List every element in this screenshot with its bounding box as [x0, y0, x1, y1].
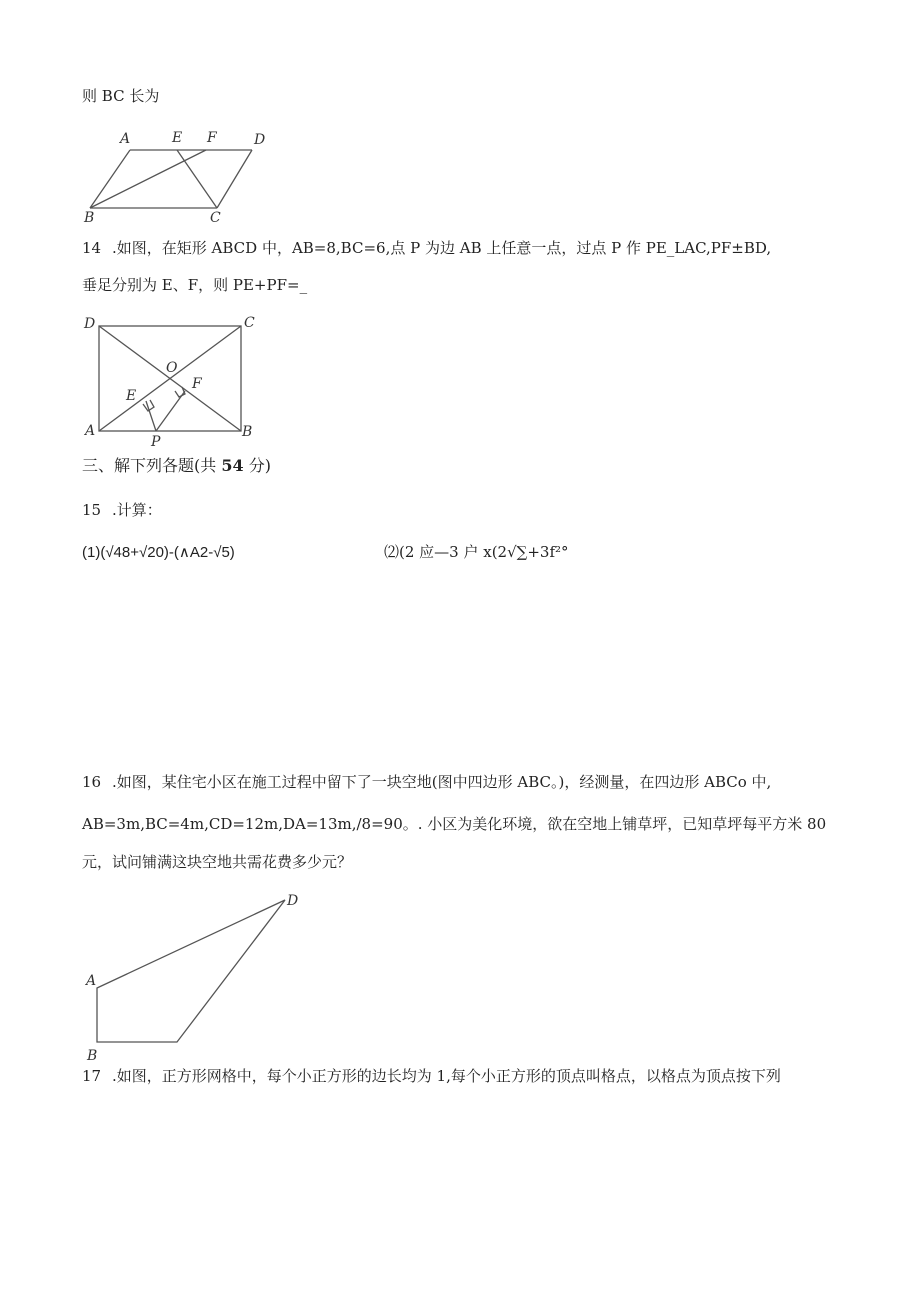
- q14-number: 14: [82, 239, 102, 257]
- fig13-label-e: E: [172, 130, 183, 146]
- q13-text: 则 BC 长为: [82, 87, 160, 105]
- q16-line-2: AB=3m,BC=4m,CD=12m,DA=13m,/8=90。. 小区为美化环境，欲在空地上铺草坪，已知草坪每平方米 80: [82, 815, 827, 833]
- q14-line-2: 垂足分别为 E、F，则 PE+PF=_: [82, 276, 308, 294]
- fig14-label-d: D: [84, 316, 96, 332]
- fig13-label-f: F: [207, 130, 217, 146]
- fig13-side-ab: [90, 150, 130, 208]
- fig14-label-p: P: [151, 434, 161, 448]
- fig13-label-d: D: [254, 132, 266, 148]
- fig16-label-d: D: [287, 893, 299, 909]
- fig16-label-b: B: [87, 1048, 98, 1063]
- section-3-score: 54: [221, 456, 244, 475]
- fig14-label-c: C: [244, 315, 255, 331]
- fig13-segment-bf: [90, 150, 206, 208]
- q14-text-1: .如图，在矩形 ABCD 中，AB=8,BC=6,点 P 为边 AB 上任意一点，过点 P 作 PE_LAC,PF±BD,: [112, 239, 772, 257]
- section-3-prefix: 三、解下列各题(共: [82, 456, 222, 475]
- q16-text-1: .如图，某住宅小区在施工过程中留下了一块空地(图中四边形 ABC。)，经测量，在四边形 ABCo 中,: [112, 773, 772, 791]
- fig14-label-e: E: [126, 388, 137, 404]
- q16-line-3: 元，试问铺满这块空地共需花费多少元？: [82, 853, 353, 871]
- fig16-label-a: A: [86, 973, 97, 989]
- figure-14: [80, 308, 270, 448]
- q15-number: 15: [82, 501, 102, 519]
- fig14-label-o: O: [166, 360, 178, 376]
- fig16-quadrilateral: [97, 900, 285, 1042]
- figure-16: [80, 888, 310, 1063]
- q16-line-1: [82, 772, 771, 792]
- q15-part-2: ⑵(2 应—3 户 x(2√∑+3f²°: [384, 543, 569, 561]
- fig14-segment-pe: [146, 401, 156, 431]
- fig13-label-c: C: [210, 210, 221, 226]
- q17-line-1: [82, 1066, 781, 1086]
- q15-part-1: (1)(√48+√20)-(∧A2-√5): [82, 544, 235, 561]
- fig14-label-f: F: [192, 376, 202, 392]
- q16-number: 16: [82, 773, 102, 791]
- fig14-label-b: B: [242, 424, 253, 440]
- q17-number: 17: [82, 1067, 102, 1085]
- q15-title-line: [82, 500, 162, 520]
- q17-text-1: .如图，正方形网格中，每个小正方形的边长均为 1,每个小正方形的顶点叫格点，以格点为顶点按下列: [112, 1067, 781, 1085]
- section-3-suffix: 分): [243, 456, 271, 475]
- fig13-label-a: A: [120, 131, 131, 147]
- q15-title: .计算：: [112, 501, 162, 519]
- fig13-side-dc: [217, 150, 252, 208]
- fig13-label-b: B: [84, 210, 95, 226]
- fig13-segment-ec: [177, 150, 217, 208]
- section-3-heading: [82, 456, 271, 476]
- fig14-label-a: A: [85, 423, 96, 439]
- figure-13: [80, 125, 280, 230]
- fig14-segment-pf: [156, 391, 185, 431]
- q14-line-1: [82, 238, 771, 258]
